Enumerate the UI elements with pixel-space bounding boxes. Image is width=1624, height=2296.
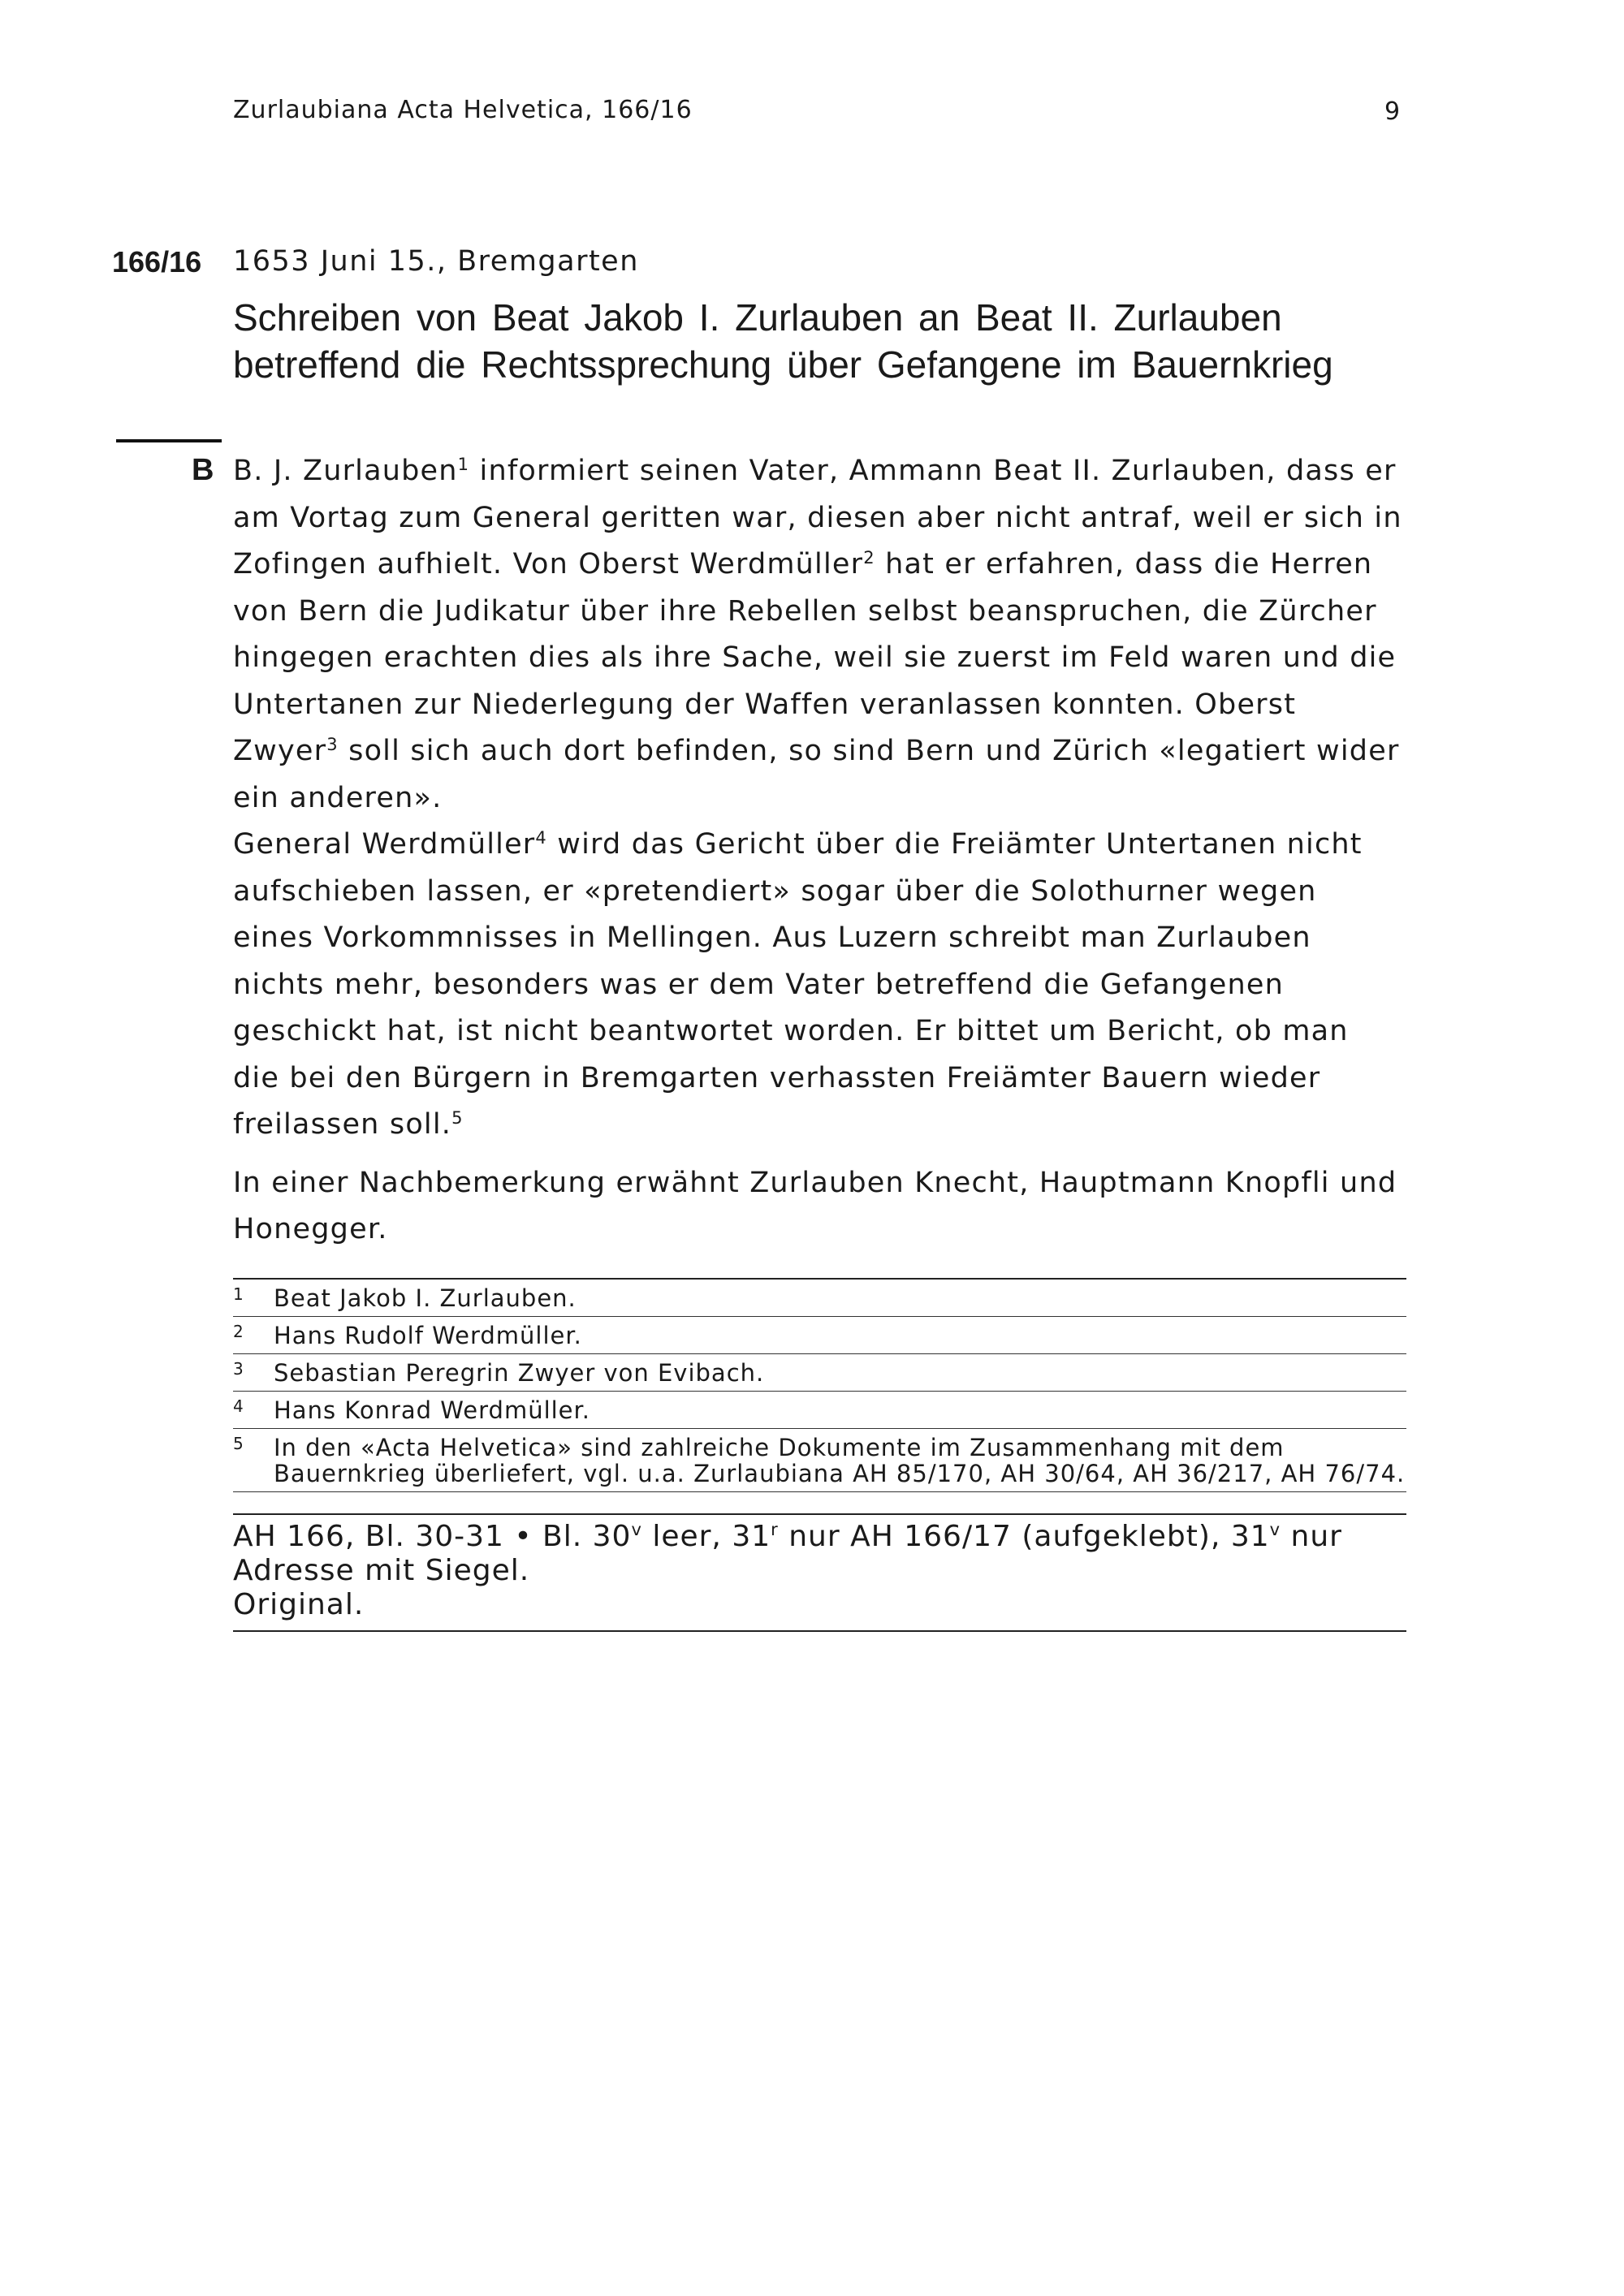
document-number: 166/16 — [112, 245, 202, 278]
footnote-text: Sebastian Peregrin Zwyer von Evibach. — [274, 1359, 765, 1387]
regest-paragraph-2 — [233, 822, 1402, 1149]
text-span: General Werdmüller — [233, 828, 536, 861]
footnote-4 — [233, 1392, 1406, 1429]
footnote-1 — [233, 1280, 1406, 1317]
text-span: informiert seinen Vater, Ammann Beat II. Zurlauben, dass er am Vortag zum General geritten war, diesen aber nicht antraf, weil er sich in Zofingen aufhielt. Von Oberst Werdmüller — [233, 455, 1402, 580]
footnote-number: 4 — [233, 1396, 244, 1416]
text-span: wird das Gericht über die Freiämter Untertanen nicht aufschieben lassen, er «pretendiert» sogar über die Solothurner wegen eines Vorkommnisses in Mellingen. Aus Luzern schreibt man Zurlauben nichts mehr, besonders was er dem Vater betreffend die Gefangenen geschickt hat, ist nicht beantwortet worden. Er bittet um Bericht, ob man die bei den Bürgern in Bremgarten verhassten Freiämter Bauern wieder freilassen soll. — [233, 828, 1363, 1141]
footnote-ref-1[interactable]: 1 — [457, 455, 470, 474]
source-signature — [233, 1520, 1406, 1588]
regest-body — [233, 448, 1402, 1254]
footnote-2 — [233, 1317, 1406, 1354]
text-span: nur AH 166/17 (aufgeklebt), 31 — [778, 1520, 1270, 1553]
text-span: hat er erfahren, dass die Herren von Bern die Judikatur über ihre Rebellen selbst beanspruchen, die Zürcher hingegen erachten dies als ihre Sache, weil sie zuerst im Feld waren und die Untertanen zur Niederlegung der Waffen veranlassen konnten. Oberst Zwyer — [233, 548, 1397, 767]
footnote-number: 5 — [233, 1434, 244, 1453]
text-span: leer, 31 — [641, 1520, 771, 1553]
footnote-text: Hans Konrad Werdmüller. — [274, 1396, 591, 1424]
document-date-place: 1653 Juni 15., Bremgarten — [233, 245, 639, 278]
footnote-3 — [233, 1354, 1406, 1392]
text-span: nur Adresse mit Siegel. — [233, 1520, 1342, 1587]
text-span: AH 166, Bl. 30-31 • Bl. 30 — [233, 1520, 632, 1553]
footnote-text: In den «Acta Helvetica» sind zahlreiche Dokumente im Zusammenhang mit dem Bauernkrieg überliefert, vgl. u.a. Zurlaubiana AH 85/170, AH 30/64, AH 36/217, AH 76/74. — [274, 1434, 1406, 1487]
footnote-ref-3[interactable]: 3 — [326, 735, 339, 754]
footnote-ref-5[interactable]: 5 — [451, 1108, 464, 1128]
footnote-number: 1 — [233, 1284, 244, 1304]
footnote-ref-2[interactable]: 2 — [863, 548, 875, 568]
regest-paragraph-1 — [233, 448, 1402, 822]
regest-paragraph-3: In einer Nachbemerkung erwähnt Zurlauben Knecht, Hauptmann Knopfli und Honegger. — [233, 1166, 1397, 1245]
footnote-5 — [233, 1429, 1406, 1492]
superscript-verso: v — [631, 1520, 642, 1539]
running-title: Zurlaubiana Acta Helvetica, 166/16 — [233, 96, 693, 124]
footnote-ref-4[interactable]: 4 — [535, 828, 547, 848]
footnote-number: 3 — [233, 1359, 244, 1379]
footnote-text: Beat Jakob I. Zurlauben. — [274, 1284, 577, 1312]
footnote-number: 2 — [233, 1322, 244, 1341]
margin-rule — [116, 439, 222, 442]
text-span: soll sich auch dort befinden, so sind Bern und Zürich «legatiert wider ein anderen». — [233, 735, 1400, 814]
document-title: Schreiben von Beat Jakob I. Zurlauben an Beat II. Zurlauben betreffend die Rechtssprechung über Gefangene im Bauernkrieg — [233, 296, 1333, 386]
page-number: 9 — [1384, 97, 1401, 126]
superscript-verso: v — [1269, 1520, 1281, 1539]
superscript-recto: r — [771, 1520, 779, 1539]
footnotes — [233, 1278, 1406, 1492]
text-span: B. J. Zurlauben — [233, 455, 458, 487]
source-status: Original. — [233, 1588, 365, 1621]
source-description — [233, 1513, 1406, 1632]
section-letter: B — [192, 453, 214, 487]
footnote-text: Hans Rudolf Werdmüller. — [274, 1322, 582, 1349]
